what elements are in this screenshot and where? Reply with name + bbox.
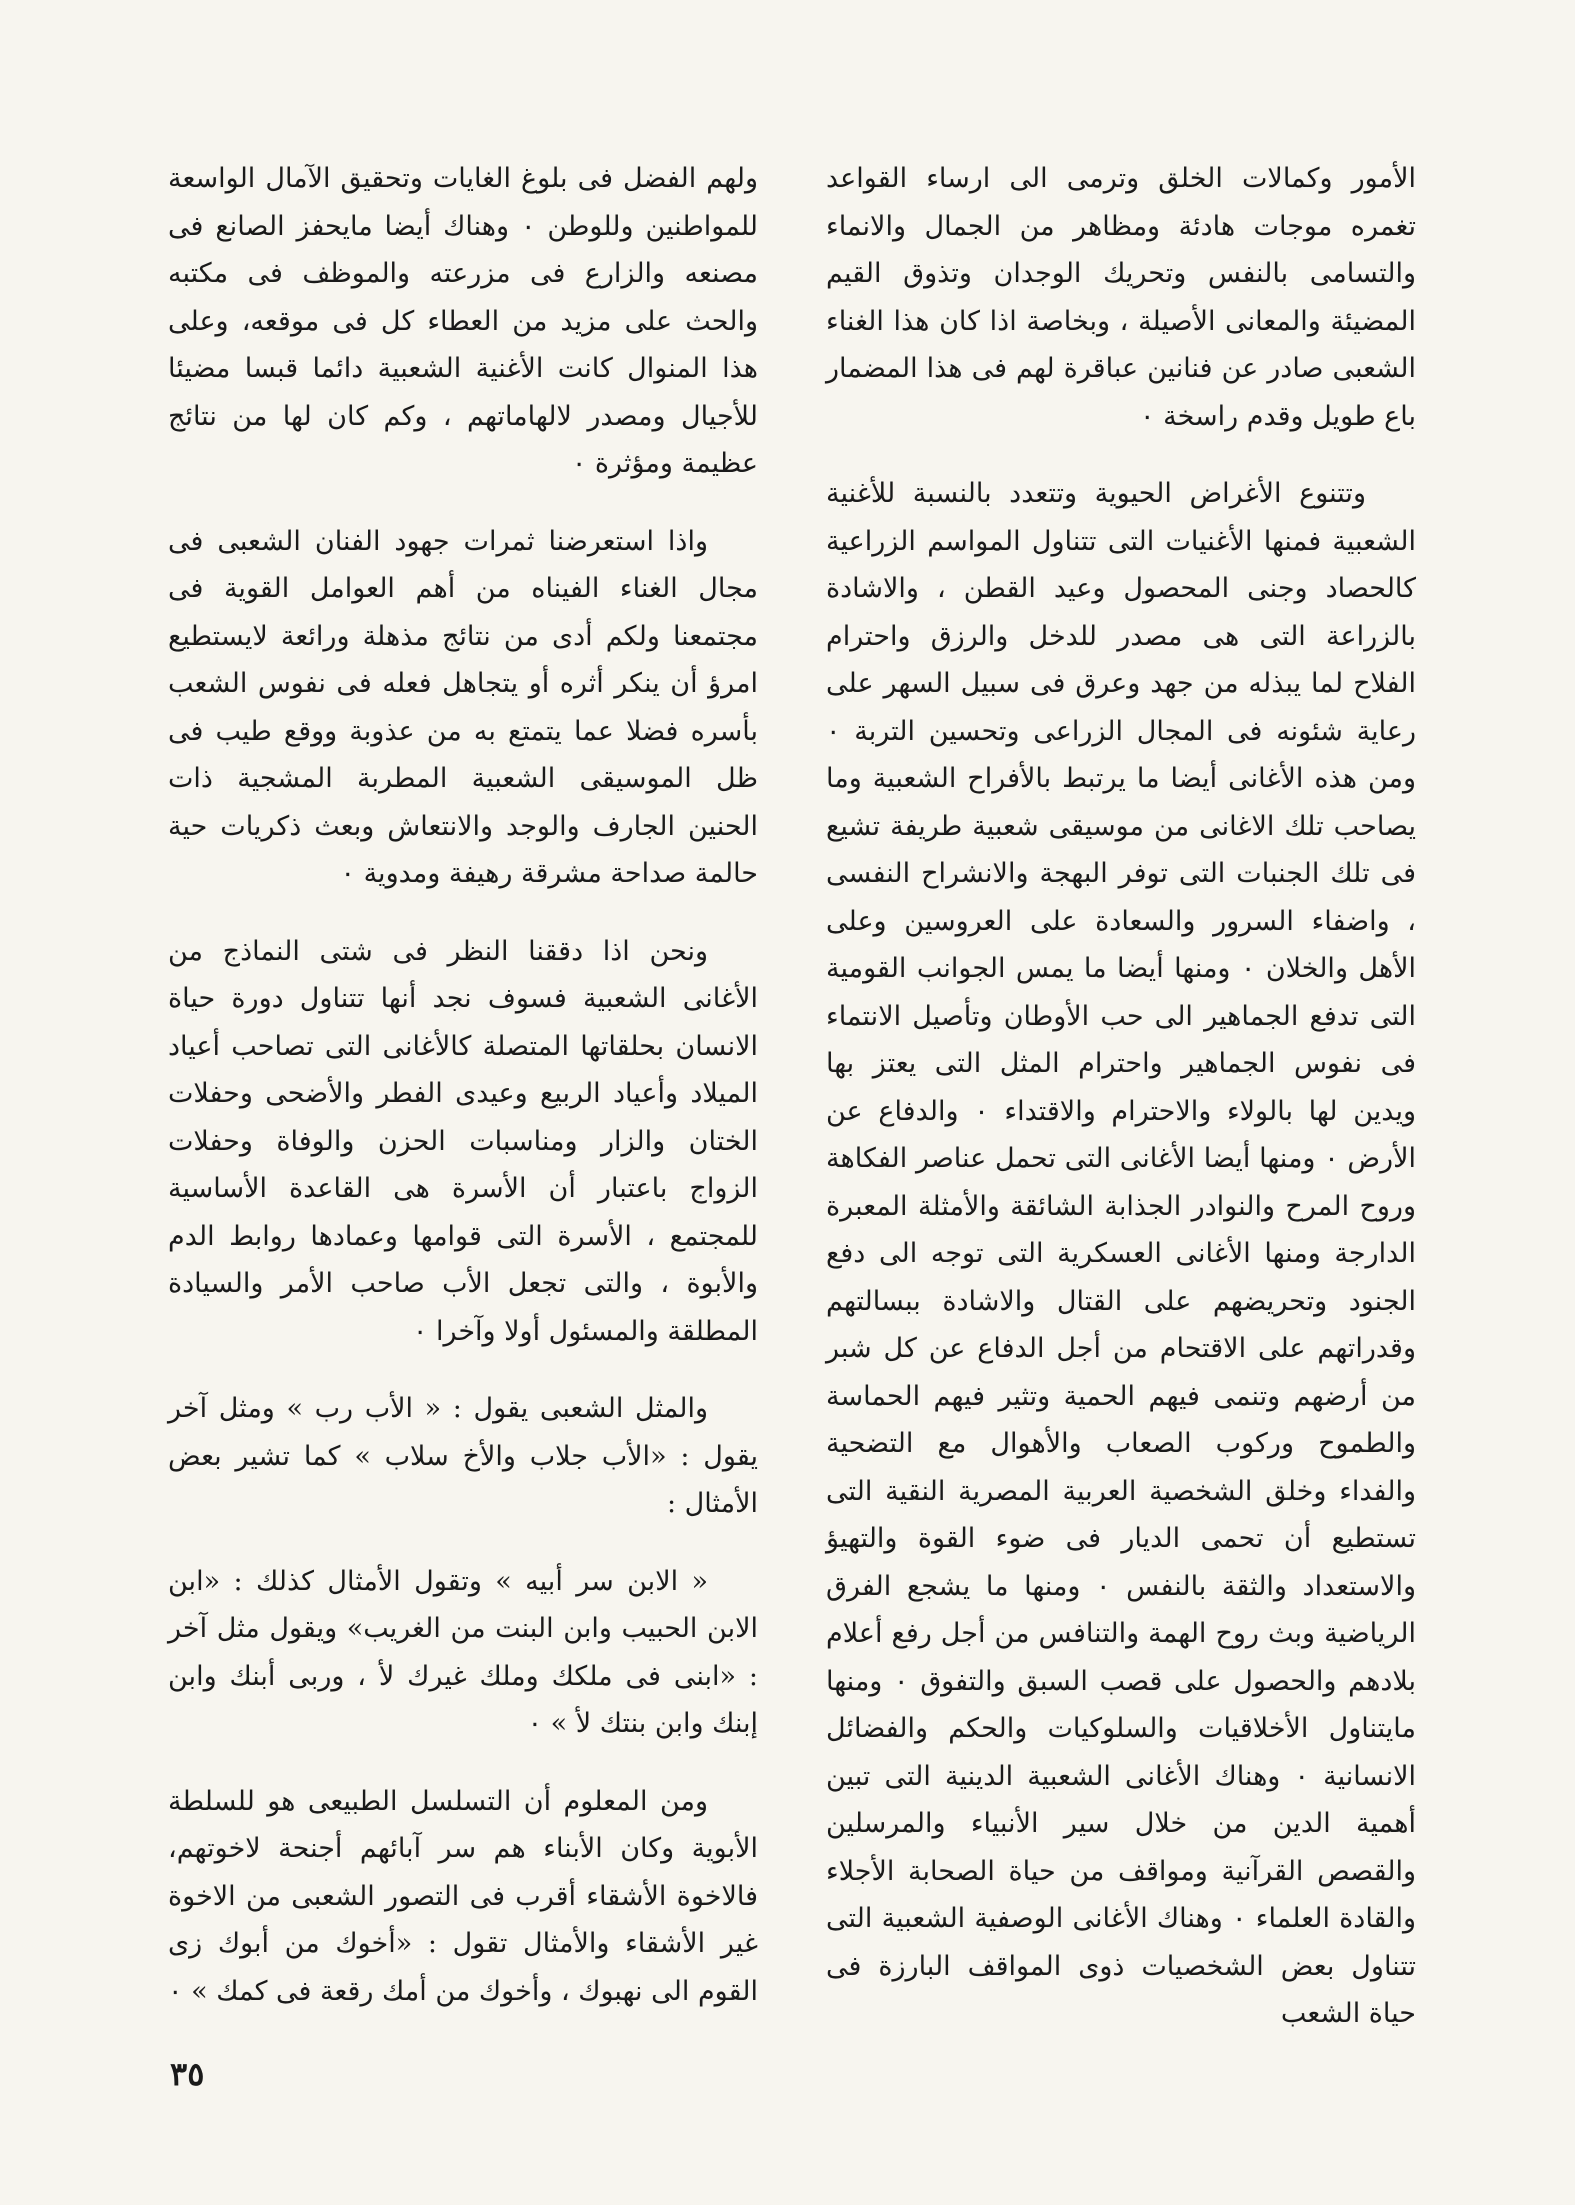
right-column — [826, 155, 1416, 2038]
paragraph: والمثل الشعبى يقول : « الأب رب » ومثل آخر يقول : «الأب جلاب والأخ سلاب » كما تشير بعض الأمثال : — [168, 1393, 758, 1519]
paragraph: واذا استعرضنا ثمرات جهود الفنان الشعبى فى مجال الغناء الفيناه من أهم العوامل القوية فى مجتمعنا ولكم أدى من نتائج مذهلة ورائعة لايستطيع امرؤ أن ينكر أثره أو يتجاهل فعله فى نفوس الشعب بأسره فضلا عما يتمتع به من عذوبة ووقع طيب فى ظل الموسيقى الشعبية المطربة المشجية ذات الحنين الجارف والوجد والانتعاش وبعث ذكريات حية حالمة صداحة مشرقة رهيفة ومدوية ٠ — [168, 525, 758, 889]
left-column — [168, 155, 758, 2015]
paragraph: وتتنوع الأغراض الحيوية وتتعدد بالنسبة للأغنية الشعبية فمنها الأغنيات التى تتناول المواسم الزراعية كالحصاد وجنى المحصول وعيد القطن ، والاشادة بالزراعة التى هى مصدر للدخل والرزق واحترام الفلاح لما يبذله من جهد وعرق فى سبيل السهر على رعاية شئونه فى المجال الزراعى وتحسين التربة ٠ ومن هذه الأغانى أيضا ما يرتبط بالأفراح الشعبية وما يصاحب تلك الاغانى من موسيقى شعبية طريفة تشيع فى تلك الجنبات التى توفر البهجة والانشراح النفسى ، واضفاء السرور والسعادة على العروسين وعلى الأهل والخلان ٠ ومنها أيضا ما يمس الجوانب القومية التى تدفع الجماهير الى حب الأوطان وتأصيل الانتماء فى نفوس الجماهير واحترام المثل التى يعتز بها ويدين لها بالولاء والاحترام والاقتداء ٠ والدفاع عن الأرض ٠ ومنها أيضا الأغانى التى تحمل عناصر الفكاهة وروح المرح والنوادر الجذابة الشائقة والأمثلة المعبرة الدارجة ومنها الأغانى العسكرية التى توجه الى دفع الجنود وتحريضهم على القتال والاشادة ببسالتهم وقدراتهم على الاقتحام من أجل الدفاع عن كل شبر من أرضهم وتنمى فيهم الحمية وتثير فيهم الحماسة والطموح وركوب الصعاب والأهوال مع التضحية والفداء وخلق الشخصية العربية المصرية النقية التى تستطيع أن تحمى الديار فى ضوء القوة والتهيؤ والاستعداد والثقة بالنفس ٠ ومنها ما يشجع الفرق الرياضية وبث روح الهمة والتنافس من أجل رفع أعلام بلادهم والحصول على قصب السبق والتفوق ٠ ومنها مايتناول الأخلاقيات والسلوكيات والحكم والفضائل الانسانية ٠ وهناك الأغانى الشعبية الدينية التى تبين أهمية الدين من خلال سير الأنبياء والمرسلين والقصص القرآنية ومواقف من حياة الصحابة الأجلاء والقادة العلماء ٠ وهناك الأغانى الوصفية الشعبية التى تتناول بعض الشخصيات ذوى المواقف البارزة فى حياة الشعب — [826, 478, 1416, 2029]
page-number: ٣٥ — [170, 2055, 205, 2093]
paragraph: الأمور وكمالات الخلق وترمى الى ارساء القواعد تغمره موجات هادئة ومظاهر من الجمال والانماء والتسامى بالنفس وتحريك الوجدان وتذوق القيم المضيئة والمعانى الأصيلة ، وبخاصة اذا كان هذا الغناء الشعبى صادر عن فنانين عباقرة لهم فى هذا المضمار باع طويل وقدم راسخة ٠ — [826, 163, 1416, 432]
paragraph: ومن المعلوم أن التسلسل الطبيعى هو للسلطة الأبوية وكان الأبناء هم سر آبائهم أجنحة لاخوتهم، فالاخوة الأشقاء أقرب فى التصور الشعبى من الاخوة غير الأشقاء والأمثال تقول : «أخوك من أبوك زى القوم الى نهبوك ، وأخوك من أمك رقعة فى كمك » ٠ — [168, 1785, 758, 2007]
paragraph: ولهم الفضل فى بلوغ الغايات وتحقيق الآمال الواسعة للمواطنين وللوطن ٠ وهناك أيضا مايحفز الصانع فى مصنعه والزارع فى مزرعته والموظف فى مكتبه والحث على مزيد من العطاء كل فى موقعه، وعلى هذا المنوال كانت الأغنية الشعبية دائما قبسا مضيئا للأجيال ومصدر لالهاماتهم ، وكم كان لها من نتائج عظيمة ومؤثرة ٠ — [168, 163, 759, 479]
paragraph: « الابن سر أبيه » وتقول الأمثال كذلك : «ابن الابن الحبيب وابن البنت من الغريب» ويقول مثل آخر : «ابنى فى ملكك وملك غيرك لأ ، وربى أبنك وابن إبنك وابن بنتك لأ » ٠ — [168, 1565, 758, 1739]
paragraph: ونحن اذا دققنا النظر فى شتى النماذج من الأغانى الشعبية فسوف نجد أنها تتناول دورة حياة الانسان بحلقاتها المتصلة كالأغانى التى تصاحب أعياد الميلاد وأعياد الربيع وعيدى الفطر والأضحى وحفلات الختان والزار ومناسبات الحزن والوفاة وحفلات الزواج باعتبار أن الأسرة هى القاعدة الأساسية للمجتمع ، الأسرة التى قوامها وعمادها روابط الدم والأبوة ، والتى تجعل الأب صاحب الأمر والسيادة المطلقة والمسئول أولا وآخرا ٠ — [168, 935, 758, 1347]
